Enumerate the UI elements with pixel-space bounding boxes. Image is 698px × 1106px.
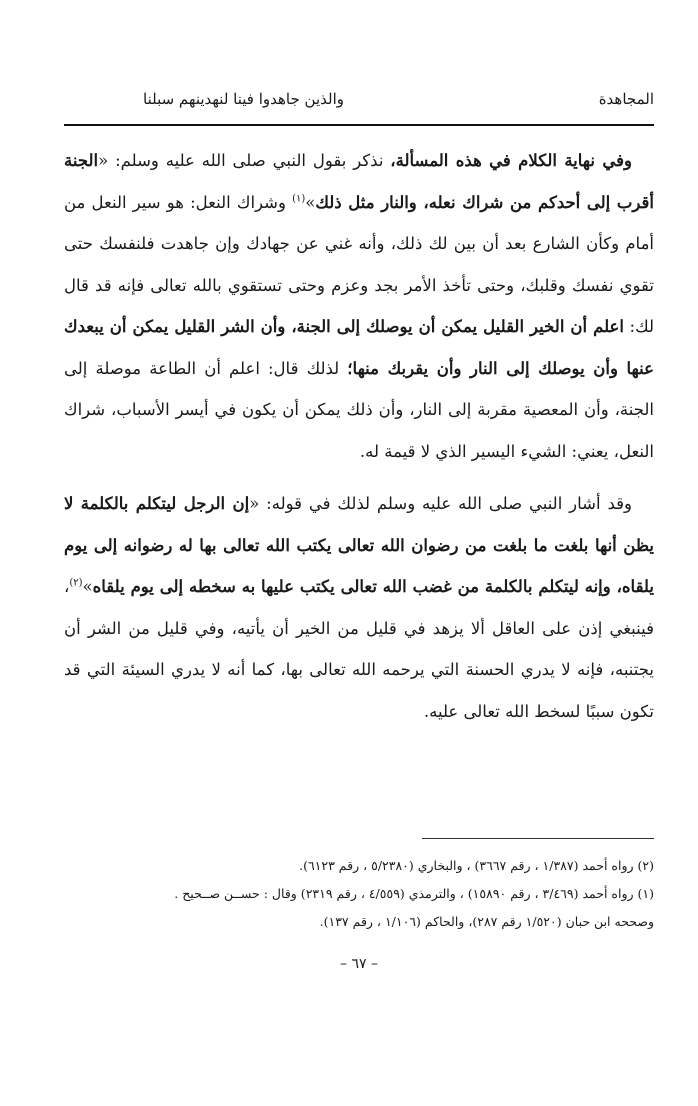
page-number: – ٦٧ – xyxy=(340,956,378,972)
hadith-quote: إن الرجل ليتكلم بالكلمة لا يظن أنها بلغت ما بلغت من رضوان الله تعالى يكتب الله تعالى بها له رضوانه إلى يوم يلقاه، وإنه ليتكلم بالكلمة من غضب الله تعالى يكتب عليها به سخطه إلى يوم يلقاه xyxy=(64,494,654,596)
text-run: » xyxy=(82,577,93,596)
chapter-title: المجاهدة xyxy=(598,90,654,108)
footnote-rule xyxy=(422,838,654,839)
footnote-marker: (٢) xyxy=(69,577,83,589)
text-run: نذكر بقول النبي صلى الله عليه وسلم: « xyxy=(98,151,391,170)
footnote: وصححه ابن حبان (١/٥٢٠ رقم ٢٨٧)، والحاكم (١/١٠٦ ، رقم ١٣٧). xyxy=(319,914,654,929)
hadith-quote: الجنة أقرب إلى أحدكم من شراك نعله، والنار مثل ذلك xyxy=(64,151,655,212)
text-run: » xyxy=(305,192,316,212)
page-header xyxy=(64,86,654,116)
footnote-marker: (١) xyxy=(292,193,306,204)
paragraph xyxy=(64,483,654,732)
emphasis-text: اعلم أن الخير القليل يمكن أن يوصلك إلى الجنة، وأن الشر القليل يمكن أن يبعدك عنها وأن يوصلك إلى النار وأن يقربك منها؛ xyxy=(64,317,654,378)
lead-phrase: وفي نهاية الكلام في هذه المسألة، xyxy=(390,151,632,170)
footnote: (١) رواه أحمد (٣/٤٦٩ ، رقم ١٥٨٩٠) ، والترمذي (٤/٥٥٩ ، رقم ٢٣١٩) وقال : حســن صــحيح . xyxy=(174,886,654,901)
text-run: وشراك النعل: هو سير النعل من أمام وكأن الشارع بعد أن بين لك ذلك، وأنه غني عن جهادك وإن جاهدت فلنفسك حتى تقوي نفسك وقلبك، وحتى تأخذ الأمر بجد وعزم وحتى تستقوي بالله تعالى فإنه قد قال لك: xyxy=(64,192,654,336)
text-run: وقد أشار النبي صلى الله عليه وسلم لذلك في قوله: « xyxy=(249,494,632,513)
text-run: لذلك قال: اعلم أن الطاعة موصلة إلى الجنة، وأن المعصية مقربة إلى النار، وأن ذلك يمكن أن يكون في أيسر الأسباب، شراك النعل، يعني: الشيء اليسير الذي لا قيمة له. xyxy=(64,358,654,461)
running-title: والذين جاهدوا فينا لنهدينهم سبلنا xyxy=(143,90,344,108)
footnotes xyxy=(64,852,654,936)
paragraph xyxy=(64,140,654,472)
book-page xyxy=(64,0,654,1106)
footnote: (٢) رواه أحمد (١/٣٨٧ ، رقم ٣٦٦٧) ، والبخاري (٥/٢٣٨٠ ، رقم ٦١٢٣). xyxy=(299,858,654,873)
text-run: ، فينبغي إذن على العاقل ألا يزهد في قليل من الخير أن يأتيه، وفي قليل من الشر أن يجتنبه، فإنه لا يدري الحسنة التي يرحمه الله تعالى بها، كما أنه لا يدري السيئة التي قد تكون سببًا لسخط الله تعالى عليه. xyxy=(64,577,654,721)
header-rule xyxy=(64,124,654,126)
main-text xyxy=(64,140,654,732)
